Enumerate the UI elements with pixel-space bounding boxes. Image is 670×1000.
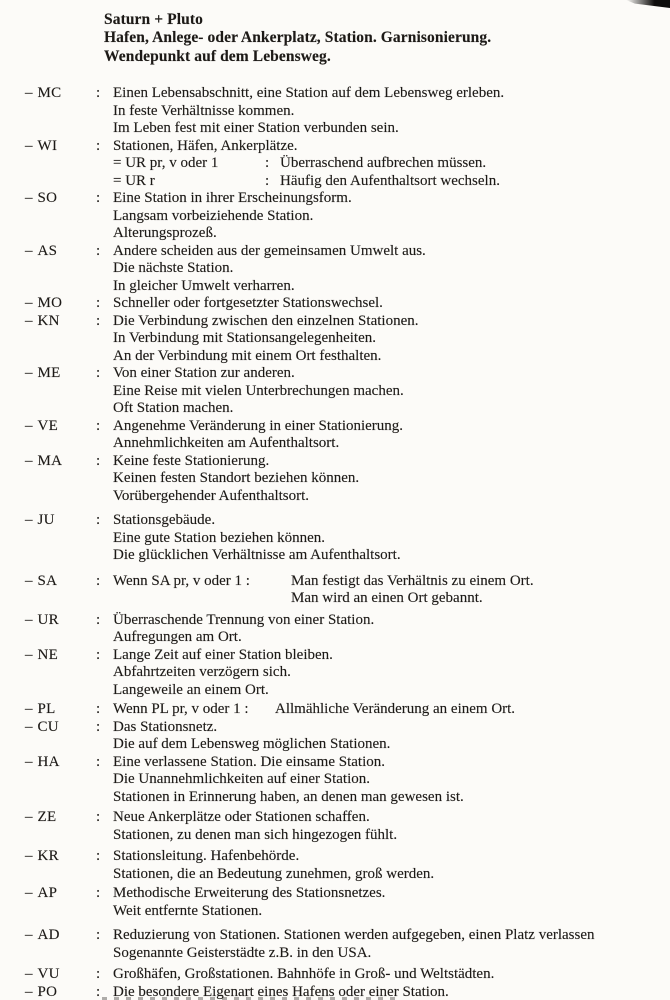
entry-term-cell xyxy=(0,295,96,313)
entry-line xyxy=(0,383,670,401)
entry-term: HA xyxy=(37,753,60,770)
entry-text-cell xyxy=(113,243,670,261)
colon: : xyxy=(96,646,101,663)
entry-text-cell xyxy=(113,682,670,700)
entry-line xyxy=(0,400,670,418)
entry-line xyxy=(0,208,670,226)
entry xyxy=(0,612,670,647)
entry-dash: – xyxy=(25,848,33,864)
entry-text-cell xyxy=(113,547,670,565)
entry-term-cell xyxy=(0,190,96,208)
entry-line-text: Überraschende Trennung von einer Station. xyxy=(113,611,375,628)
entry xyxy=(0,719,670,754)
entry-text-cell xyxy=(113,348,670,366)
entry xyxy=(0,85,670,138)
entry-text-cell xyxy=(113,330,670,348)
entry-line xyxy=(0,418,670,436)
entry-line xyxy=(0,927,670,945)
entry-dash: – xyxy=(25,966,33,982)
entry xyxy=(0,848,670,883)
entry xyxy=(0,927,670,962)
entry-text-cell xyxy=(113,512,670,530)
entry-line-text: Im Leben fest mit einer Station verbunden sein. xyxy=(113,120,399,136)
entry-text-cell xyxy=(113,903,670,921)
condition-colon: : xyxy=(265,155,270,171)
entry-text-cell xyxy=(113,590,670,608)
entry-term-cell xyxy=(0,966,96,984)
entry-term-cell xyxy=(0,984,96,1000)
entry-line-text: Sogenannte Geisterstädte z.B. in den USA. xyxy=(113,944,372,961)
entry-line-text: Von einer Station zur anderen. xyxy=(113,365,295,381)
entry-term: AP xyxy=(37,885,58,901)
entry-line-text: Schneller oder fortgesetzter Stationswechsel. xyxy=(113,295,383,311)
entry-line-text: Stationen, zu denen man sich hingezogen fühlt. xyxy=(113,826,398,843)
entry-line xyxy=(0,488,670,506)
entry-line xyxy=(0,866,670,884)
entry-term-cell xyxy=(0,719,96,737)
entry xyxy=(0,647,670,700)
entry xyxy=(0,190,670,243)
entry xyxy=(0,701,670,719)
entry-line xyxy=(0,612,670,630)
entry-text-cell xyxy=(113,647,670,665)
entry-text-cell xyxy=(113,225,670,243)
entry-line-text: Eine verlassene Station. Die einsame Station. xyxy=(113,753,386,770)
entry xyxy=(0,966,670,984)
entry-line-text: Angenehme Veränderung in einer Stationierung. xyxy=(113,417,404,434)
entry-line-text: Andere scheiden aus der gemeinsamen Umwelt aus. xyxy=(113,242,426,259)
entry-line-text: Stationsgebäude. xyxy=(113,512,216,528)
entry-line-text: Methodische Erweiterung des Stationsnetzes. xyxy=(113,885,386,901)
colon: : xyxy=(96,572,101,589)
entry-text-cell xyxy=(113,866,670,884)
entry-line-text: Die glücklichen Verhältnisse am Aufenthaltsort. xyxy=(113,547,401,563)
entry-term-cell xyxy=(0,365,96,383)
condition-colon: : xyxy=(265,172,270,189)
entry-dash: – xyxy=(25,190,33,206)
entry-term: VU xyxy=(37,966,60,982)
colon: : xyxy=(96,242,101,259)
entry-dash: – xyxy=(25,753,33,770)
entry xyxy=(0,138,670,191)
entry-line-text: Stationen in Erinnerung haben, an denen man gewesen ist. xyxy=(113,788,464,805)
page-title: Saturn + Pluto xyxy=(104,11,203,28)
entry xyxy=(0,754,670,807)
entry-text-cell xyxy=(113,173,670,191)
entry-dash: – xyxy=(25,365,33,381)
entry-term-cell xyxy=(0,647,96,665)
entry-line xyxy=(0,173,670,191)
entry-dash: – xyxy=(25,885,33,901)
entry-term-cell xyxy=(0,512,96,530)
entry-term: KR xyxy=(37,848,59,864)
entry-text-cell xyxy=(113,945,670,963)
condition-label: = UR r xyxy=(113,172,155,189)
entry-line xyxy=(0,295,670,313)
entry-text-cell xyxy=(113,885,670,903)
entry-text-cell xyxy=(113,754,670,772)
entry-line-text: Eine Station in ihrer Erscheinungsform. xyxy=(113,190,352,206)
entry-line-text: Eine Reise mit vielen Unterbrechungen machen. xyxy=(113,382,404,399)
entry-line xyxy=(0,827,670,845)
entry-text-cell xyxy=(113,736,670,754)
entry-text-cell xyxy=(113,809,670,827)
entry-term-cell xyxy=(0,701,96,719)
entry xyxy=(0,313,670,366)
entry-line xyxy=(0,966,670,984)
colon: : xyxy=(96,983,101,1000)
entry-term-cell xyxy=(0,612,96,630)
entry-line-text: An der Verbindung mit einem Ort festhalten. xyxy=(113,347,382,364)
colon: : xyxy=(96,718,101,735)
entry-line-text: Keinen festen Standort beziehen können. xyxy=(113,470,360,486)
entry-term: MC xyxy=(37,85,62,101)
entry-term: ZE xyxy=(37,809,57,825)
entry-text-cell xyxy=(113,138,670,156)
entry-dash: – xyxy=(25,809,33,825)
entry-dash: – xyxy=(25,85,33,101)
entry-line-text: Einen Lebensabschnitt, eine Station auf dem Lebensweg erleben. xyxy=(113,85,505,101)
entry-line xyxy=(0,470,670,488)
entry-text-cell xyxy=(113,313,670,331)
entry-line-text: Häufig den Aufenthaltsort wechseln. xyxy=(280,172,500,189)
page-header xyxy=(104,11,491,66)
entry-line-text: Alterungsprozeß. xyxy=(113,225,217,241)
entry-term: PL xyxy=(37,701,56,717)
entry-line-text: Stationsleitung. Hafenbehörde. xyxy=(113,848,300,864)
entry-text-cell xyxy=(113,155,670,173)
entry-term: ME xyxy=(37,365,61,381)
condition-label: Wenn SA pr, v oder 1 : xyxy=(113,572,250,589)
entry-term-cell xyxy=(0,313,96,331)
entry xyxy=(0,243,670,296)
entry-line xyxy=(0,885,670,903)
entry-line xyxy=(0,138,670,156)
entry-text-cell xyxy=(113,701,670,719)
entry-line xyxy=(0,348,670,366)
entry-text-cell xyxy=(113,573,670,591)
entry-dash: – xyxy=(25,312,33,329)
entry-line-text: Langsam vorbeiziehende Station. xyxy=(113,207,314,224)
entry-line-text: Die nächste Station. xyxy=(113,260,234,276)
entry-dash: – xyxy=(25,512,33,528)
entry-term: CU xyxy=(37,718,59,735)
entry-line xyxy=(0,590,670,608)
colon: : xyxy=(96,848,101,864)
entry-term: UR xyxy=(37,611,59,628)
entry-line xyxy=(0,435,670,453)
entry xyxy=(0,295,670,313)
entry-text-cell xyxy=(113,848,670,866)
entry-line-text: Oft Station machen. xyxy=(113,400,234,416)
entry-line xyxy=(0,736,670,754)
entry-text-cell xyxy=(113,629,670,647)
entry-line-text: Die Verbindung zwischen den einzelnen Stationen. xyxy=(113,312,419,329)
entry-line-text: In feste Verhältnisse kommen. xyxy=(113,102,295,119)
entry-term-cell xyxy=(0,85,96,103)
entry-line xyxy=(0,848,670,866)
page-subtitle-keywords: Hafen, Anlege- oder Ankerplatz, Station. Garnisonierung. xyxy=(104,29,492,47)
entry-term: AS xyxy=(37,242,58,259)
colon: : xyxy=(96,809,101,825)
entry-line-text: In gleicher Umwelt verharren. xyxy=(113,277,295,294)
entry-text-cell xyxy=(113,664,670,682)
entry-line xyxy=(0,512,670,530)
entry-line xyxy=(0,155,670,173)
entry-term: SA xyxy=(37,572,58,589)
entry-text-cell xyxy=(113,418,670,436)
entry-text-cell xyxy=(113,488,670,506)
entry-line-text: Lange Zeit auf einer Station bleiben. xyxy=(113,646,333,663)
entry-term-cell xyxy=(0,418,96,436)
colon: : xyxy=(96,927,101,943)
entry-text-cell xyxy=(113,103,670,121)
entry-text-cell xyxy=(113,278,670,296)
entry-line-text: Stationen, Häfen, Ankerplätze. xyxy=(113,137,298,154)
entry-line xyxy=(0,530,670,548)
colon: : xyxy=(96,365,101,381)
entry-line xyxy=(0,664,670,682)
entry-line-text: Man festigt das Verhältnis zu einem Ort. xyxy=(291,572,534,589)
entry-term-cell xyxy=(0,453,96,471)
colon: : xyxy=(96,611,101,628)
entry-line xyxy=(0,278,670,296)
entry-text-cell xyxy=(113,530,670,548)
entry-text-cell xyxy=(113,190,670,208)
entry-dash: – xyxy=(25,242,33,259)
entry-text-cell xyxy=(113,400,670,418)
entry-line-text: Überraschend aufbrechen müssen. xyxy=(280,155,487,171)
entry-term: PO xyxy=(37,983,58,1000)
entry-line xyxy=(0,903,670,921)
entry-text-cell xyxy=(113,260,670,278)
entry-line-text: Allmähliche Veränderung an einem Ort. xyxy=(275,701,516,717)
entry-line-text: Vorübergehender Aufenthaltsort. xyxy=(113,487,310,504)
entry-line xyxy=(0,629,670,647)
colon: : xyxy=(96,295,101,311)
entry-text-cell xyxy=(113,85,670,103)
entry-text-cell xyxy=(113,771,670,789)
entry-line-text: Die auf dem Lebensweg möglichen Stationen. xyxy=(113,736,391,752)
entry-line-text: Weit entfernte Stationen. xyxy=(113,902,263,919)
entry-line-text: Man wird an einen Ort gebannt. xyxy=(291,590,483,606)
entry-text-cell xyxy=(113,295,670,313)
page-subtitle-meaning: Wendepunkt auf dem Lebensweg. xyxy=(104,47,331,65)
entry xyxy=(0,512,670,565)
entry-text-cell xyxy=(113,470,670,488)
entry-line-text: Langeweile an einem Ort. xyxy=(113,681,269,698)
entry-line xyxy=(0,945,670,963)
entry-term: AD xyxy=(37,927,60,943)
entry-term: MA xyxy=(37,452,63,469)
colon: : xyxy=(96,312,101,329)
colon: : xyxy=(96,753,101,770)
entry-term: NE xyxy=(37,646,59,663)
entry-text-cell xyxy=(113,453,670,471)
entry-term-cell xyxy=(0,243,96,261)
scan-artifact-corner xyxy=(626,0,670,8)
entry-line xyxy=(0,330,670,348)
colon: : xyxy=(96,190,101,206)
entry-term-cell xyxy=(0,927,96,945)
colon: : xyxy=(96,137,101,154)
entry-dash: – xyxy=(25,927,33,943)
entry-line xyxy=(0,789,670,807)
condition-label: Wenn PL pr, v oder 1 : xyxy=(113,701,249,717)
entry xyxy=(0,418,670,453)
entry-line-text: Neue Ankerplätze oder Stationen schaffen. xyxy=(113,809,370,825)
entry-line xyxy=(0,719,670,737)
entry-text-cell xyxy=(113,719,670,737)
entry-term: WI xyxy=(37,137,58,154)
entry-line xyxy=(0,682,670,700)
entry-line xyxy=(0,120,670,138)
entry-term: SO xyxy=(37,190,58,206)
entry-term: KN xyxy=(37,312,60,329)
entry-text-cell xyxy=(113,120,670,138)
entry-line-text: Die Unannehmlichkeiten auf einer Station. xyxy=(113,771,370,787)
entry-line-text: Eine gute Station beziehen können. xyxy=(113,529,326,546)
entry-text-cell xyxy=(113,612,670,630)
colon: : xyxy=(96,452,101,469)
entry xyxy=(0,809,670,844)
entry-dash: – xyxy=(25,417,33,434)
colon: : xyxy=(96,417,101,434)
entry-term-cell xyxy=(0,754,96,772)
entry-term-cell xyxy=(0,138,96,156)
entry-text-cell xyxy=(113,365,670,383)
colon: : xyxy=(96,85,101,101)
entry-text-cell xyxy=(113,383,670,401)
entry-dash: – xyxy=(25,611,33,628)
entry-line-text: Großhäfen, Großstationen. Bahnhöfe in Groß- und Weltstädten. xyxy=(113,966,495,982)
colon: : xyxy=(96,701,101,717)
entry-text-cell xyxy=(113,789,670,807)
entry-line xyxy=(0,260,670,278)
entry-line xyxy=(0,547,670,565)
entry-line xyxy=(0,453,670,471)
entry xyxy=(0,453,670,506)
entry xyxy=(0,885,670,920)
entry-line xyxy=(0,809,670,827)
entry-line xyxy=(0,313,670,331)
entry-dash: – xyxy=(25,701,33,717)
entry-term: VE xyxy=(37,417,59,434)
entry-text-cell xyxy=(113,208,670,226)
entry-line xyxy=(0,225,670,243)
entry-line-text: Aufregungen am Ort. xyxy=(113,629,242,645)
entry-line-text: In Verbindung mit Stationsangelegenheiten. xyxy=(113,330,377,346)
entry-line-text: Das Stationsnetz. xyxy=(113,718,218,735)
entry xyxy=(0,365,670,418)
entry-line-text: Abfahrtzeiten verzögern sich. xyxy=(113,664,291,680)
entry-line xyxy=(0,243,670,261)
entry-line xyxy=(0,771,670,789)
entry-dash: – xyxy=(25,718,33,735)
entry-dash: – xyxy=(25,646,33,663)
entry-dash: – xyxy=(25,572,33,589)
entry-line xyxy=(0,190,670,208)
condition-label: = UR pr, v oder 1 xyxy=(113,155,219,171)
entry-text-cell xyxy=(113,827,670,845)
entry-term-cell xyxy=(0,573,96,591)
entry-dash: – xyxy=(25,983,33,1000)
entry xyxy=(0,573,670,608)
entry-term-cell xyxy=(0,885,96,903)
entry-line-text: Stationen, die an Bedeutung zunehmen, groß werden. xyxy=(113,865,435,882)
entry-line xyxy=(0,365,670,383)
entry-text-cell xyxy=(113,966,670,984)
entry-line xyxy=(0,701,670,719)
colon: : xyxy=(96,966,101,982)
entry-dash: – xyxy=(25,137,33,154)
entry-text-cell xyxy=(113,927,670,945)
entry-line xyxy=(0,754,670,772)
entry-term: JU xyxy=(37,512,55,528)
entry-term: MO xyxy=(37,295,63,311)
entry-text-cell xyxy=(113,435,670,453)
colon: : xyxy=(96,512,101,528)
entry-term-cell xyxy=(0,809,96,827)
entry-line-text: Keine feste Stationierung. xyxy=(113,452,270,469)
entry-line xyxy=(0,573,670,591)
entry-line-text: Annehmlichkeiten am Aufenthaltsort. xyxy=(113,435,340,451)
entry-list xyxy=(0,85,670,1000)
entry-line-text: Die besondere Eigenart eines Hafens oder einer Station. xyxy=(113,983,449,1000)
entry-line xyxy=(0,85,670,103)
entry-dash: – xyxy=(25,452,33,469)
entry-line-text: Reduzierung von Stationen. Stationen werden aufgegeben, einen Platz verlassen xyxy=(113,927,595,943)
entry-dash: – xyxy=(25,295,33,311)
entry-line xyxy=(0,103,670,121)
entry-line xyxy=(0,647,670,665)
entry-term-cell xyxy=(0,848,96,866)
colon: : xyxy=(96,885,101,901)
